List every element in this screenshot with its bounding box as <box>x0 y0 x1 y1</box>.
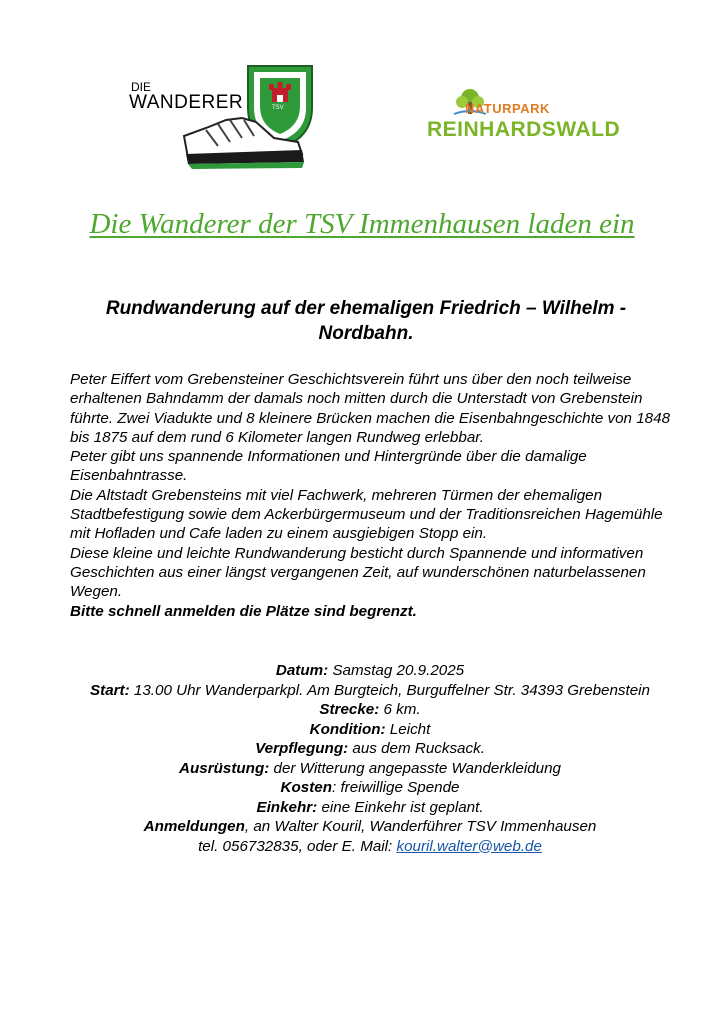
event-details <box>70 661 670 856</box>
naturpark-text: NATURPARK <box>465 101 550 116</box>
description-paragraph: Peter gibt uns spannende Informationen und Hintergründe über die damalige Eisenbahntrasse. <box>70 448 587 485</box>
detail-label: Strecke: <box>319 701 380 718</box>
hiking-boot-crest-icon <box>126 58 326 178</box>
detail-label: Start: <box>90 681 130 699</box>
detail-value: aus dem Rucksack. <box>348 740 485 757</box>
description-paragraph: Die Altstadt Grebensteins mit viel Fachwerk, mehreren Türmen der ehemaligen Stadtbefestigung sowie dem Ackerbürgermuseum und der Traditionsreichen Hagemühle mit Hofladen und Cafe laden zu einem ausgiebigen Stopp ein. <box>70 486 663 543</box>
detail-label: Ausrüstung: <box>179 759 270 777</box>
detail-kondition <box>70 720 670 740</box>
detail-datum <box>70 661 670 681</box>
detail-value: Samstag 20.9.2025 <box>328 662 465 679</box>
page-title: Die Wanderer der TSV Immenhausen laden ein <box>89 208 635 240</box>
logo-crest-text: TSV <box>272 105 284 111</box>
detail-value: 6 km. <box>379 701 421 718</box>
description <box>70 370 670 621</box>
detail-verpflegung <box>70 739 670 759</box>
detail-ausruestung <box>70 759 670 779</box>
logo-wanderer-text: WANDERER <box>129 92 244 113</box>
wanderer-logo <box>126 58 326 178</box>
detail-contact <box>70 837 670 857</box>
detail-strecke <box>70 700 670 720</box>
description-paragraph: Peter Eiffert vom Grebensteiner Geschichtsverein führt uns über den noch teilweise erhaltenen Bahndamm der damals noch mitten durch die Unterstadt von Grebenstein führte. Zwei Viadukte und 8 kleinere Brücken machen die Eisenbahngeschichte von 1848 bis 1875 auf dem rund 6 Kilometer langen Rundweg erlebbar. <box>70 371 671 446</box>
page-subtitle: Rundwanderung auf der ehemaligen Friedrich – Wilhelm - Nordbahn. <box>105 298 627 344</box>
detail-label: Kosten <box>280 779 332 796</box>
detail-label: Kondition: <box>309 720 386 738</box>
logo-die-text: DIE <box>131 80 152 94</box>
detail-value: , an Walter Kouril, Wanderführer TSV Immenhausen <box>244 818 597 835</box>
detail-label: Datum: <box>275 662 329 679</box>
description-paragraph: Diese kleine und leichte Rundwanderung besticht durch Spannende und informativen Geschichten aus einer längst vergangenen Zeit, auf wunderschönen naturbelassenen Wegen. <box>70 544 646 601</box>
reinhardswald-text: REINHARDSWALD <box>427 118 621 141</box>
detail-einkehr <box>70 798 670 818</box>
detail-start <box>70 681 670 701</box>
contact-phone: tel. 056732835, oder E. Mail: <box>198 837 397 855</box>
detail-label: Anmeldungen <box>143 818 245 835</box>
detail-label: Einkehr: <box>256 798 318 816</box>
detail-value: 13.00 Uhr Wanderparkpl. Am Burgteich, Burguffelner Str. 34393 Grebenstein <box>129 681 650 699</box>
detail-value: : freiwillige Spende <box>332 779 460 796</box>
detail-value: der Witterung angepasste Wanderkleidung <box>269 759 561 777</box>
registration-notice: Bitte schnell anmelden die Plätze sind begrenzt. <box>70 602 417 620</box>
detail-anmeldungen <box>70 817 670 837</box>
detail-label: Verpflegung: <box>255 740 349 757</box>
detail-value: eine Einkehr ist geplant. <box>317 798 484 816</box>
detail-value: Leicht <box>385 720 431 738</box>
detail-kosten <box>70 778 670 798</box>
email-link[interactable]: kouril.walter@web.de <box>396 837 542 855</box>
naturpark-logo <box>425 88 621 148</box>
